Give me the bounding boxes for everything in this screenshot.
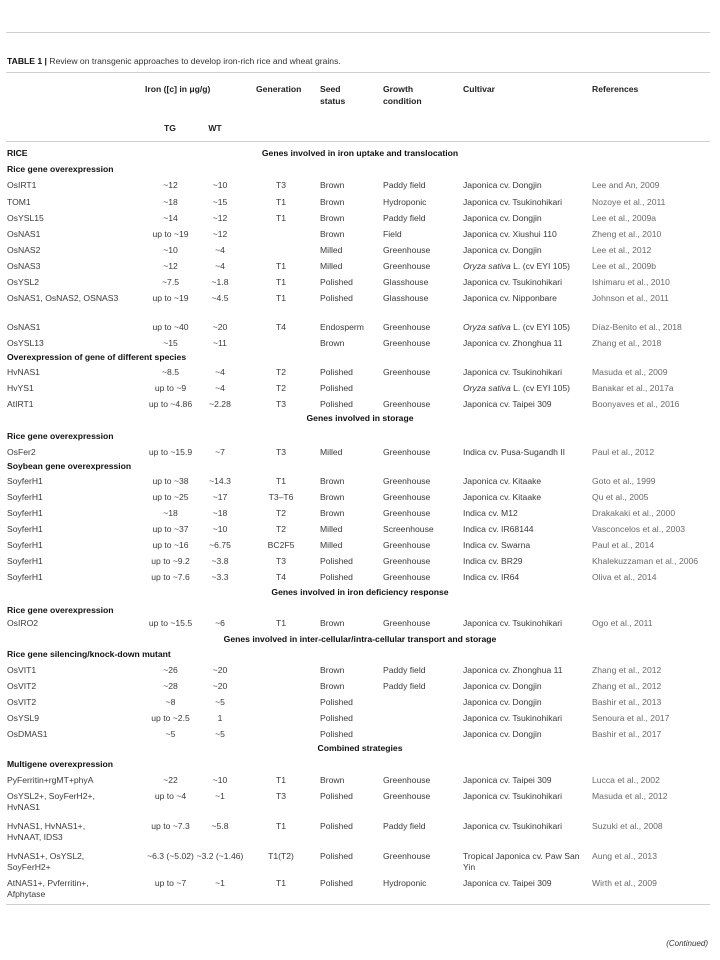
cell-gene: HvNAS1, HvNAS1+, HvNAAT, IDS3 <box>7 821 86 842</box>
cell-growth-condition: Paddy field <box>383 213 426 223</box>
cell-gene: OsVIT2 <box>7 681 37 691</box>
cell-tg: up to ~19 <box>152 229 189 239</box>
cell-cultivar: Japonica cv. Zhonghua 11 <box>463 665 563 675</box>
cell-cultivar: Japonica cv. Tsukinohikari <box>463 277 563 287</box>
cell-growth-condition: Paddy field <box>383 665 426 675</box>
cell-wt: ~5 <box>215 729 225 739</box>
cell-seed-status: Polished <box>320 293 353 303</box>
cell-gene: SoyferH1 <box>7 572 43 582</box>
cell-cultivar: Japonica cv. Xiushui 110 <box>463 229 557 239</box>
cell-reference: Bashir et al., 2013 <box>592 697 662 707</box>
cell-tg: ~15 <box>163 338 178 348</box>
col-generation: Generation <box>256 84 302 94</box>
cell-cultivar: Oryza sativa L. (cv EYI 105) <box>463 261 570 271</box>
cell-seed-status: Polished <box>320 697 353 707</box>
cell-gene: OsNAS2 <box>7 245 41 255</box>
cell-tg: up to ~7 <box>154 878 187 888</box>
cell-generation: T1 <box>275 277 287 287</box>
cell-gene: OsDMAS1 <box>7 729 48 739</box>
cell-wt: ~2.28 <box>209 399 231 409</box>
cell-gene: OsFer2 <box>7 447 36 457</box>
cell-growth-condition: Greenhouse <box>383 492 431 502</box>
cell-generation: T3–T6 <box>268 492 294 502</box>
cell-tg: up to ~19 <box>152 293 189 303</box>
cell-growth-condition: Field <box>383 229 402 239</box>
cell-reference: Senoura et al., 2017 <box>592 713 670 723</box>
cell-seed-status: Brown <box>320 492 345 502</box>
cell-growth-condition: Greenhouse <box>383 851 431 861</box>
cell-gene: TOM1 <box>7 197 31 207</box>
cell-growth-condition: Hydroponic <box>383 197 427 207</box>
cell-tg: ~12 <box>163 180 178 190</box>
cell-cultivar: Japonica cv. Dongjin <box>463 697 542 707</box>
col-tg: TG <box>164 123 176 133</box>
col-seed-status: Seed status <box>320 84 346 106</box>
cell-tg: up to ~4.86 <box>148 399 193 409</box>
cell-reference: Qu et al., 2005 <box>592 492 649 502</box>
cell-gene: SoyferH1 <box>7 508 43 518</box>
cell-tg: up to ~38 <box>152 476 189 486</box>
cell-cultivar: Indica cv. Pusa-Sugandh II <box>463 447 566 457</box>
cell-cultivar: Oryza sativa L. (cv EYI 105) <box>463 383 570 393</box>
cell-wt: ~6 <box>215 618 225 628</box>
continued-label: (Continued) <box>666 939 708 948</box>
group-heading: Soybean gene overexpression <box>7 461 132 471</box>
cell-seed-status: Milled <box>320 524 343 534</box>
cell-gene: OsYSL15 <box>7 213 44 223</box>
group-heading: Rice gene overexpression <box>7 605 114 615</box>
cell-reference: Zhang et al., 2012 <box>592 665 662 675</box>
cell-gene: AtIRT1 <box>7 399 34 409</box>
cell-gene: OsYSL2 <box>7 277 40 287</box>
cell-generation: T1 <box>275 775 287 785</box>
cell-tg: up to ~9.2 <box>151 556 190 566</box>
cell-seed-status: Polished <box>320 851 353 861</box>
cell-seed-status: Polished <box>320 277 353 287</box>
cell-gene: OsNAS1, OsNAS2, OSNAS3 <box>7 293 119 303</box>
cell-cultivar: Oryza sativa L. (cv EYI 105) <box>463 322 570 332</box>
cell-reference: Masuda et al., 2009 <box>592 367 668 377</box>
cell-gene: OsVIT1 <box>7 665 37 675</box>
cell-cultivar: Japonica cv. Dongjin <box>463 681 542 691</box>
cell-growth-condition: Greenhouse <box>383 447 431 457</box>
cell-generation: T1 <box>275 213 287 223</box>
cell-seed-status: Polished <box>320 729 353 739</box>
cell-seed-status: Brown <box>320 775 345 785</box>
cell-reference: Masuda et al., 2012 <box>592 791 668 801</box>
cell-wt: ~4 <box>215 367 225 377</box>
cell-tg: ~26 <box>163 665 178 675</box>
cell-wt: ~14.3 <box>209 476 231 486</box>
cell-wt: ~1.8 <box>211 277 229 287</box>
cell-reference: Lucca et al., 2002 <box>592 775 660 785</box>
cell-generation: T1 <box>275 878 287 888</box>
cell-seed-status: Brown <box>320 618 345 628</box>
cell-cultivar: Japonica cv. Dongjin <box>463 213 542 223</box>
cell-cultivar: Japonica cv. Tsukinohikari <box>463 367 563 377</box>
group-heading: Rice gene silencing/knock-down mutant <box>7 649 171 659</box>
cell-seed-status: Brown <box>320 476 345 486</box>
cell-cultivar: Japonica cv. Dongjin <box>463 729 542 739</box>
cell-reference: Lee et al., 2009a <box>592 213 657 223</box>
cell-growth-condition: Greenhouse <box>383 791 431 801</box>
cell-cultivar: Japonica cv. Taipei 309 <box>463 399 552 409</box>
cell-seed-status: Polished <box>320 399 353 409</box>
cell-wt: ~3.3 <box>211 572 229 582</box>
cell-cultivar: Indica cv. IR64 <box>463 572 520 582</box>
cell-tg: ~8.5 <box>162 367 179 377</box>
cell-growth-condition: Greenhouse <box>383 261 431 271</box>
cell-wt: ~4 <box>215 245 225 255</box>
cell-gene: HvNAS1 <box>7 367 40 377</box>
cell-growth-condition: Screenhouse <box>383 524 434 534</box>
table-caption-label: TABLE 1 | <box>7 56 47 66</box>
cell-seed-status: Brown <box>320 180 345 190</box>
cell-growth-condition: Greenhouse <box>383 338 431 348</box>
cell-reference: Ogo et al., 2011 <box>592 618 653 628</box>
cell-wt: 1 <box>217 713 223 723</box>
cell-gene: OsNAS3 <box>7 261 41 271</box>
cell-seed-status: Brown <box>320 229 345 239</box>
cell-tg: ~5 <box>165 729 176 739</box>
section-heading: Genes involved in iron uptake and translocation <box>261 148 459 158</box>
cell-growth-condition: Greenhouse <box>383 508 431 518</box>
cell-growth-condition: Greenhouse <box>383 367 431 377</box>
cell-generation: T1 <box>275 197 287 207</box>
crop-label: RICE <box>7 148 28 158</box>
cell-reference: Johnson et al., 2011 <box>592 293 669 303</box>
cell-seed-status: Milled <box>320 261 343 271</box>
cell-reference: Lee et al., 2009b <box>592 261 657 271</box>
cell-tg: up to ~7.6 <box>151 572 190 582</box>
cell-growth-condition: Greenhouse <box>383 245 431 255</box>
col-references: References <box>592 84 639 94</box>
cell-gene: OsNAS1 <box>7 229 41 239</box>
cell-seed-status: Polished <box>320 572 353 582</box>
cell-seed-status: Brown <box>320 213 345 223</box>
cell-wt: ~4 <box>215 261 225 271</box>
cell-wt: ~5.8 <box>211 821 229 831</box>
cell-cultivar: Japonica cv. Dongjin <box>463 180 542 190</box>
cell-seed-status: Milled <box>320 245 343 255</box>
cell-gene: HvYS1 <box>7 383 34 393</box>
cell-wt: ~12 <box>212 229 228 239</box>
cell-growth-condition: Greenhouse <box>383 618 431 628</box>
cell-seed-status: Polished <box>320 713 353 723</box>
cell-wt: ~18 <box>212 508 228 518</box>
cell-growth-condition: Glasshouse <box>383 293 429 303</box>
cell-reference: Suzuki et al., 2008 <box>592 821 663 831</box>
cell-seed-status: Polished <box>320 821 353 831</box>
cell-gene: HvNAS1+, OsYSL2, SoyFerH2+ <box>7 851 85 872</box>
cell-cultivar: Indica cv. M12 <box>463 508 518 518</box>
cell-cultivar: Japonica cv. Tsukinohikari <box>463 791 563 801</box>
cell-gene: OsIRO2 <box>7 618 39 628</box>
cell-seed-status: Brown <box>320 665 345 675</box>
cell-reference: Aung et al., 2013 <box>592 851 657 861</box>
cell-tg: ~18 <box>163 197 178 207</box>
cell-generation: T4 <box>275 572 287 582</box>
cell-gene: AtNAS1+, Pvferritin+, Afphytase <box>7 878 89 899</box>
col-iron: Iron ([c] in μg/g) <box>145 84 211 94</box>
cell-tg: ~8 <box>165 697 176 707</box>
section-heading: Genes involved in iron deficiency response <box>271 587 449 597</box>
cell-growth-condition: Hydroponic <box>383 878 427 888</box>
cell-generation: T1 <box>275 293 287 303</box>
cell-gene: SoyferH1 <box>7 556 43 566</box>
cell-wt: ~20 <box>212 322 228 332</box>
cell-tg: up to ~4 <box>154 791 187 801</box>
cell-growth-condition: Paddy field <box>383 821 426 831</box>
col-growth-condition: Growth condition <box>383 84 422 106</box>
cell-cultivar: Japonica cv. Taipei 309 <box>463 775 552 785</box>
cell-tg: ~6.3 (~5.02) <box>147 851 194 861</box>
cell-reference: Wirth et al., 2009 <box>592 878 657 888</box>
header-bottom-rule <box>6 141 710 142</box>
cell-generation: T3 <box>275 447 287 457</box>
section-heading: Genes involved in inter-cellular/intra-cellular transport and storage <box>223 634 497 644</box>
cell-wt: ~3.2 (~1.46) <box>196 851 244 861</box>
cell-generation: T3 <box>275 399 287 409</box>
cell-gene: OsIRT1 <box>7 180 37 190</box>
cell-tg: ~18 <box>163 508 178 518</box>
cell-cultivar: Japonica cv. Nipponbare <box>463 293 557 303</box>
cell-generation: T1 <box>275 618 287 628</box>
cell-reference: Nozoye et al., 2011 <box>592 197 666 207</box>
cell-reference: Zheng et al., 2010 <box>592 229 662 239</box>
cell-cultivar: Japonica cv. Dongjin <box>463 245 542 255</box>
cell-cultivar: Indica cv. IR68144 <box>463 524 534 534</box>
cell-gene: SoyferH1 <box>7 524 43 534</box>
col-wt: WT <box>208 123 222 133</box>
cell-wt: ~12 <box>212 213 228 223</box>
cell-cultivar: Japonica cv. Kitaake <box>463 476 542 486</box>
cell-growth-condition: Paddy field <box>383 180 426 190</box>
cell-wt: ~15 <box>212 197 228 207</box>
cell-cultivar: Tropical Japonica cv. Paw San Yin <box>463 851 580 872</box>
cell-wt: ~20 <box>212 665 228 675</box>
cell-growth-condition: Greenhouse <box>383 775 431 785</box>
cell-generation: T1 <box>275 261 287 271</box>
cell-tg: ~14 <box>163 213 178 223</box>
cell-seed-status: Brown <box>320 681 345 691</box>
table-caption-text: Review on transgenic approaches to develop iron-rich rice and wheat grains. <box>49 56 341 66</box>
cell-reference: Ishimaru et al., 2010 <box>592 277 670 287</box>
col-cultivar: Cultivar <box>463 84 495 94</box>
cell-gene: OsVIT2 <box>7 697 37 707</box>
section-heading: Genes involved in storage <box>306 413 414 423</box>
cell-gene: OsYSL13 <box>7 338 44 348</box>
cell-tg: ~12 <box>163 261 178 271</box>
cell-gene: SoyferH1 <box>7 540 43 550</box>
cell-tg: ~22 <box>163 775 178 785</box>
cell-reference: Zhang et al., 2012 <box>592 681 662 691</box>
cell-tg: up to ~37 <box>152 524 189 534</box>
cell-wt: ~11 <box>213 338 227 348</box>
cell-gene: PyFerritin+rgMT+phyA <box>7 775 94 785</box>
cell-wt: ~6.75 <box>209 540 231 550</box>
cell-reference: Oliva et al., 2014 <box>592 572 657 582</box>
header-top-rule <box>6 72 710 73</box>
cell-generation: T3 <box>275 180 287 190</box>
cell-wt: ~10 <box>212 524 228 534</box>
table-bottom-rule <box>6 904 710 905</box>
cell-wt: ~1 <box>215 878 225 888</box>
cell-generation: T2 <box>275 524 287 534</box>
cell-seed-status: Polished <box>320 791 353 801</box>
cell-cultivar: Japonica cv. Tsukinohikari <box>463 821 563 831</box>
cell-tg: up to ~40 <box>152 322 189 332</box>
cell-tg: up to ~16 <box>152 540 189 550</box>
cell-wt: ~20 <box>212 681 228 691</box>
cell-reference: Bashir et al., 2017 <box>592 729 662 739</box>
cell-generation: T1(T2) <box>268 851 294 861</box>
cell-wt: ~10 <box>212 775 228 785</box>
cell-tg: up to ~7.3 <box>151 821 190 831</box>
cell-wt: ~7 <box>215 447 225 457</box>
cell-reference: Zhang et al., 2018 <box>592 338 662 348</box>
cell-reference: Vasconcelos et al., 2003 <box>592 524 685 534</box>
group-heading: Multigene overexpression <box>7 759 114 769</box>
cell-tg: ~28 <box>163 681 178 691</box>
cell-growth-condition: Greenhouse <box>383 322 431 332</box>
cell-generation: T4 <box>275 322 287 332</box>
cell-generation: T3 <box>275 556 287 566</box>
cell-tg: up to ~2.5 <box>151 713 190 723</box>
cell-seed-status: Polished <box>320 878 353 888</box>
cell-gene: OsYSL2+, SoyFerH2+, HvNAS1 <box>7 791 95 812</box>
cell-reference: Goto et al., 1999 <box>592 476 656 486</box>
cell-generation: T2 <box>275 367 287 377</box>
cell-seed-status: Polished <box>320 383 353 393</box>
cell-wt: ~4.5 <box>211 293 229 303</box>
cell-cultivar: Japonica cv. Tsukinohikari <box>463 618 563 628</box>
cell-generation: BC2F5 <box>267 540 295 550</box>
cell-reference: Lee et al., 2012 <box>592 245 652 255</box>
cell-growth-condition: Greenhouse <box>383 399 431 409</box>
cell-generation: T1 <box>275 821 287 831</box>
cell-gene: SoyferH1 <box>7 476 43 486</box>
cell-gene: OsYSL9 <box>7 713 40 723</box>
cell-gene: SoyferH1 <box>7 492 43 502</box>
cell-growth-condition: Greenhouse <box>383 476 431 486</box>
group-heading: Rice gene overexpression <box>7 164 114 174</box>
cell-seed-status: Brown <box>320 508 345 518</box>
cell-reference: Drakakaki et al., 2000 <box>592 508 676 518</box>
cell-seed-status: Brown <box>320 197 345 207</box>
cell-generation: T2 <box>275 508 287 518</box>
cell-wt: ~10 <box>212 180 228 190</box>
cell-seed-status: Polished <box>320 556 353 566</box>
cell-generation: T2 <box>275 383 287 393</box>
cell-reference: Banakar et al., 2017a <box>592 383 674 393</box>
cell-growth-condition: Greenhouse <box>383 540 431 550</box>
cell-tg: up to ~15.5 <box>148 618 193 628</box>
cell-wt: ~4 <box>215 383 225 393</box>
cell-seed-status: Polished <box>320 367 353 377</box>
group-heading: Rice gene overexpression <box>7 431 114 441</box>
cell-cultivar: Japonica cv. Tsukinohikari <box>463 197 563 207</box>
cell-seed-status: Endosperm <box>320 322 364 332</box>
cell-generation: T1 <box>275 476 287 486</box>
cell-generation: T3 <box>275 791 287 801</box>
cell-wt: ~1 <box>215 791 225 801</box>
cell-reference: Boonyaves et al., 2016 <box>592 399 680 409</box>
cell-cultivar: Japonica cv. Zhonghua 11 <box>463 338 563 348</box>
cell-growth-condition: Greenhouse <box>383 556 431 566</box>
cell-gene: OsNAS1 <box>7 322 41 332</box>
cell-tg: ~10 <box>163 245 178 255</box>
section-heading: Combined strategies <box>317 743 403 753</box>
top-rule <box>6 32 710 33</box>
cell-tg: up to ~9 <box>154 383 187 393</box>
cell-wt: ~17 <box>212 492 228 502</box>
cell-wt: ~3.8 <box>211 556 229 566</box>
cell-reference: Lee and An, 2009 <box>592 180 660 190</box>
table-caption <box>7 56 341 66</box>
cell-cultivar: Indica cv. Swarna <box>463 540 531 550</box>
cell-cultivar: Japonica cv. Kitaake <box>463 492 542 502</box>
cell-tg: ~7.5 <box>162 277 179 287</box>
cell-growth-condition: Paddy field <box>383 681 426 691</box>
cell-growth-condition: Greenhouse <box>383 572 431 582</box>
cell-cultivar: Japonica cv. Tsukinohikari <box>463 713 563 723</box>
cell-tg: up to ~25 <box>152 492 189 502</box>
cell-reference: Khalekuzzaman et al., 2006 <box>592 556 699 566</box>
cell-cultivar: Japonica cv. Taipei 309 <box>463 878 552 888</box>
cell-wt: ~5 <box>215 697 225 707</box>
cell-tg: up to ~15.9 <box>148 447 193 457</box>
cell-growth-condition: Glasshouse <box>383 277 429 287</box>
cell-reference: Díaz-Benito et al., 2018 <box>592 322 682 332</box>
cell-seed-status: Brown <box>320 338 345 348</box>
cell-reference: Paul et al., 2014 <box>592 540 655 550</box>
cell-seed-status: Milled <box>320 540 343 550</box>
cell-cultivar: Indica cv. BR29 <box>463 556 523 566</box>
cell-reference: Paul et al., 2012 <box>592 447 655 457</box>
group-heading: Overexpression of gene of different species <box>7 352 187 362</box>
cell-seed-status: Milled <box>320 447 343 457</box>
